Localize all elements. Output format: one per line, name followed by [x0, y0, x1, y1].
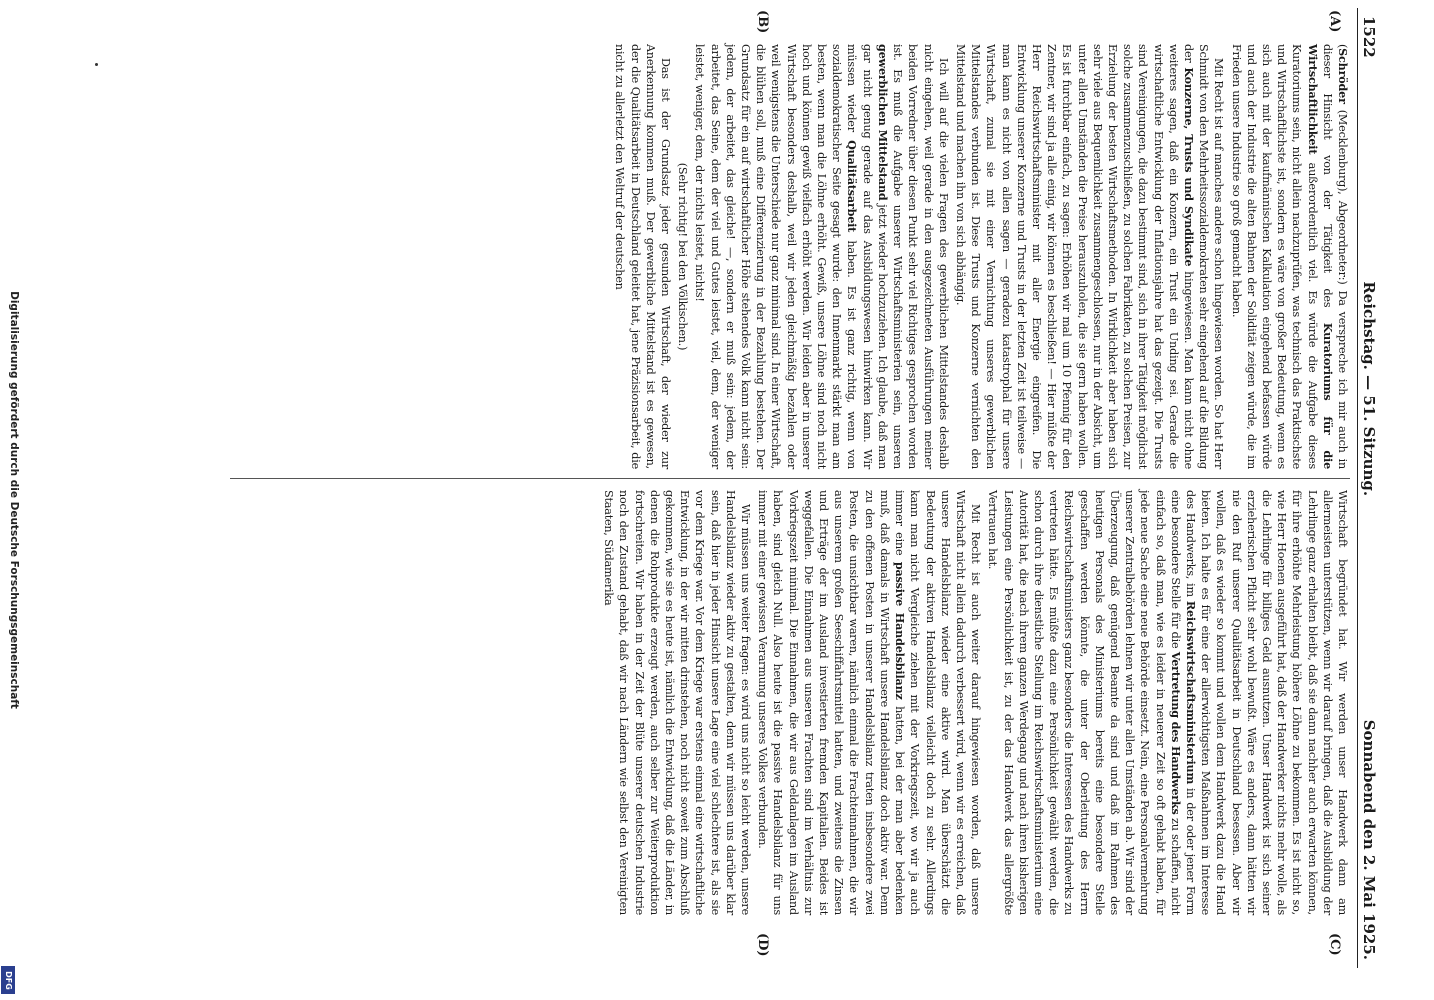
digitization-credit	[3, 0, 22, 1000]
document-page	[230, 8, 1380, 968]
text-run: zu schaffen, nicht einfach so, daß man, wie es leider in neuerer Zeit so oft gehabt haben, für jede neue Sache eine neue Behörde einsetzt. Nein, eine Personalvermehrung unserer Zentralbehörden lehnen wir unter allen Umständen ab. Wir sind der Überzeugung, daß genügend Beamte da sind und daß im Rahmen des heutigen Personals des Ministeriums bereits eine besondere Stelle geschaffen werden könnte, die unter der Oberleitung des Herrn Reichswirtschaftsministers ganz besonders die Interessen des Handwerks zu vertreten hätte. Es müßte dazu eine Persönlichkeit gewählt werden, die schon durch ihre dienstliche Stellung im Reichswirtschaftsministerium eine Autorität hat, die nach ihrem ganzen Werdegang und nach ihren bisherigen Leistungen eine Persönlichkeit ist, zu der das Handwerk das allergrößte Vertrauen hat.	[986, 490, 1182, 915]
running-head	[1357, 8, 1380, 968]
margin-letter-c: (C)	[1327, 933, 1342, 956]
scan-speck	[95, 63, 98, 66]
paragraph: Wir müssen uns weiter fragen: es wird uns nicht so leicht werden, unsere Handelsbilanz wieder aktiv zu gestalten, denn wir müssen uns darüber klar sein, daß hier in jeder Hinsicht unsere Lage eine viel schlechtere ist, als sie vor dem Kriege war. Vor dem Kriege war erstens einmal eine wirtschaftliche Entwicklung, in der wir mitten drinstehen, noch nicht soweit zum Abschluß gekommen, wie sie es heute ist, nämlich die Entwicklung, daß die Länder, in denen die Rohprodukte erzeugt werden, auch selber zur Weiterproduktion fortschreiten. Wir haben in der Zeit der Blüte unserer deutschen Industrie noch den Zustand gehabt, daß wir nach Ländern wie selbst den Vereinigten Staaten, Südamerika	[602, 490, 753, 915]
paragraph	[692, 44, 950, 469]
text-run: Da verspreche ich mir auch in dieser Hinsicht von der Tätigkeit des	[1320, 44, 1349, 469]
interjection: (Sehr richtig! bei den Völkischen.)	[676, 162, 690, 351]
session-title: Reichstag. — 51. Sitzung.	[1360, 281, 1378, 497]
page-number: 1522	[1360, 16, 1378, 58]
text-run: Ich will auf die vielen Fragen des gewerblichen Mittelstandes deshalb nicht eingehen, weil gerade in den ausgezeichneten Ausführungen meiner beiden Vorredner über diesen Punkt sehr viel Richtiges gesprochen worden ist. Es muß die Aufgabe unserer Wirtschaftsministerien sein, unseren	[891, 44, 950, 469]
emphasis-term: Reichswirtschaftsministerium	[1183, 600, 1198, 785]
text-run: haben. Es ist ganz richtig, wenn von sozialdemokratischer Seite gesagt wurde: den Innenmarkt stärkt man am besten, wenn man die Löhne erhöht. Gewiß, unsere Löhne sind noch nicht hoch und können gewiß vielfach erhöht werden. Wir leiden aber in unserer Wirtschaft besonders deshalb, weil wir jeden gleichmäßig bezahlen oder weil wenigstens die Unterschiede nur ganz minimal sind. In einer Wirtschaft, die blühen soll, muß eine Differenzierung in der Bezahlung bestehen. Der Grundsatz für ein auf wirtschaftlicher Höhe stehendes Volk kann nicht sein: jedem, der arbeitet, das gleiche! —, sondern er muß sein: jedem, der arbeitet, das Seine, dem der viel und Gutes leistet, viel, dem, der weniger leistet, weniger, dem, der nichts leistet, nichts!	[693, 44, 859, 469]
text-run: hatten, bei der man aber bedenken muß, daß damals in Wirtschaft unsere Handelsbilanz doch aktiv war. Denn zu den offenen Posten in unserer Handelsbilanz traten insbesondere zwei Posten, die unsichtbar waren, nämlich einmal die Frachteinnahmen, die wir aus unserem großen Seeschiffahrtsmittel hatten, und zweitens die Zinsen und Erträge der im Ausland investierten fremden Kapitalien. Beides ist weggefallen. Die Einnahmen aus unseren Frachten sind im Verhältnis zur Vorkriegszeit minimal. Die Einnahmen, die wir aus Geldanlagen im Ausland haben, sind gleich Null. Also heute ist die passive Handelsbilanz für uns immer mit einer gewissen Verarmung unseres Volkes verbunden.	[756, 490, 907, 916]
text-run: Wirtschaft begründet hat. Wir werden unser Handwerk dann am allermeisten unterstützen, wenn wir darauf bringen, daß die Ausbildung der Lehrlinge ganz erhalten bleibt, daß sie dann nachher auch erwarten können, für ihre erhöhte Mehrleistung höhere Löhne zu bekommen. Es ist nicht so, wie Herr Hoenen ausgeführt hat, daß der Handwerker nichts mehr wolle, als die Lehrlinge für billiges Geld ausnutzen. Unser Handwerk ist sich seiner erzieherischen Pflicht sehr wohl bewußt. Wäre es anders, dann hätten wir nie den Ruf unserer Qualitätsarbeit in Deutschland besessen. Aber wir wollen, daß es wieder so kommt und wollen dem Handwerk dazu die Hand bieten. Ich halte es für eine der allerwichtigsten Maßnahmen im Interesse des Handwerks, im	[1183, 490, 1349, 915]
credit-text: Digitalisierung gefördert durch die Deutsche Forschungsgemeinschaft	[8, 291, 20, 709]
emphasis-term: passive Handelsbilanz	[893, 561, 908, 700]
speaker-note: (Mecklenburg), Abgeordneter:	[1336, 109, 1349, 281]
left-column	[230, 44, 1350, 469]
text-run: in der oder jener Form eine besondere Stelle für die	[1168, 490, 1197, 915]
emphasis-term: Kuratoriums für die Wirtschaftlichkeit	[1305, 44, 1335, 469]
emphasis-term: Konzerne, Trusts und Syndikate	[1181, 67, 1196, 267]
margin-letter-b: (B)	[755, 10, 770, 34]
text-run: Mit Recht ist auf manches andere schon hingewiesen worden. So hat Herr Schmidt von den Mehrheitssozialdemokraten sehr eingehend auf die Bildung der	[1181, 44, 1226, 469]
text-run: Mit Recht ist auch weiter darauf hingewiesen worden, daß unsere Wirtschaft nicht allein dadurch verbessert wird, wenn wir es erreichen, daß unsere Handelsbilanz wieder eine aktive wird. Man überschätzt die Bedeutung der aktiven Handelsbilanz vielleicht doch zu sehr. Allerdings kann man nicht Vergleiche ziehen mit der Vorkriegszeit, wo wir ja auch immer eine	[893, 490, 983, 915]
text-run: jetzt wieder hochzuziehen. Ich glaube, daß man gar nicht genug gerade auf das Ausbildungswesen hinwirken kann. Wir müssen wieder	[845, 44, 889, 469]
paragraph: (Schröder (Mecklenburg), Abgeordneter:) Da verspreche ich mir auch in dieser Hinsicht von der Tätigkeit des Kuratoriums für die Wirtschaftlichkeit außerordentlich viel. Es würde die Aufgabe dieses Kuratoriums sein, nicht allein nachzuprüfen, was technisch das Praktischste und Wirtschaftlichste ist, sondern es wäre von großer Bedeutung, wenn es sich auch mit der kaufmännischen Kalkulation eingehend befassen würde und auch der Industrie die alten Bahnen der Solidität zeigen würde, die im Frieden unsere Industrie so groß gemacht haben.	[1229, 44, 1350, 469]
paragraph	[953, 44, 1227, 469]
emphasis-term: Vertretung des Handwerks	[1168, 651, 1183, 815]
dfg-logo-text: DFG	[3, 970, 13, 990]
dfg-logo	[1, 966, 15, 994]
paragraph	[755, 490, 983, 915]
emphasis-term: gewerblichen Mittelstand	[875, 44, 890, 201]
text-run: außerordentlich viel. Es würde die Aufgabe dieses Kuratoriums sein, nicht allein nachzuprüfen, was technisch das Praktischste und Wirtschaftlichste ist, sondern es wäre von großer Bedeutung, wenn es sich auch mit der kaufmännischen Kalkulation eingehend befassen würde und auch der Industrie die alten Bahnen der Solidität zeigen würde, die im Frieden unsere Industrie so groß gemacht haben.	[1229, 44, 1319, 469]
margin-letter-a: (A)	[1327, 10, 1342, 33]
emphasis-term: Qualitätsarbeit	[845, 140, 860, 233]
column-divider	[230, 478, 1350, 479]
speaker-name: Schröder	[1336, 48, 1350, 104]
margin-letter-d: (D)	[755, 933, 770, 957]
paragraph: Das ist der Grundsatz jeder gesunden Wirtschaft, der wieder zur Anerkennung kommen muß. Der gewerbliche Mittelstand ist es gewesen, der die Qualitätsarbeit in Deutschland geleitet hat, jene Präzisionsarbeit, die nicht zu allerletzt den Weltruf der deutschen	[613, 44, 673, 469]
session-date: Sonnabend den 2. Mai 1925.	[1360, 719, 1378, 960]
right-column	[230, 490, 1350, 915]
text-run: hingewiesen. Man kann nicht ohne weiteres sagen, daß ein Konzern, ein Trust ein Unding sei. Gerade die wirtschaftliche Entwicklung der Inflationsjahre hat das gezeigt. Die Trusts sind Vereinigungen, die dazu bestimmt sind, sich in ihrer Tätigkeit möglichst solche zusammenzuschließen, zu solchen Fabrikaten, zu solchen Preisen, zur Erzielung der besten Wirtschaftsmethoden. In Wirklichkeit aber haben sich sehr viele aus Bequemlichkeit zusammengeschlossen, nur in der Absicht, um unter allen Umständen die Preise herauszuholen, die sie gern haben wollen. Es ist furchtbar einfach, zu sagen: Erhöhen wir mal um 10 Pfennig für den Zentner, wir sind ja alle einig, wir können es beschließen! — Hier müßte der Herr Reichswirtschaftsminister mit aller Energie eingreifen. Die Entwicklung unserer Konzerne und Trusts in der letzten Zeit ist teilweise — man kann es nicht von allen sagen — geradezu katastrophal für unsere Wirtschaft, zumal sie mit einer Vernichtung unseres gewerblichen Mittelstandes verbunden ist. Diese Trusts und Konzerne vernichten den Mittelstand und machen ihn von sich abhängig.	[953, 44, 1195, 469]
paragraph	[985, 490, 1350, 915]
